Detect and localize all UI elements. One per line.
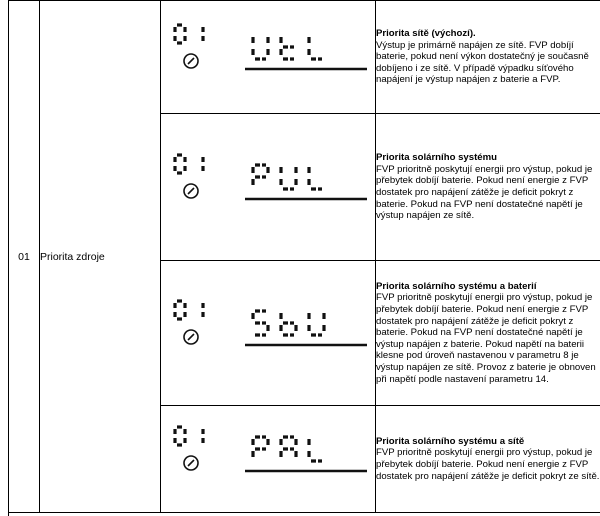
option-body: FVP prioritně poskytují energii pro výstup, pokud je přebytek dobíjí baterie. Pokud není energie z FVP dostatek pro napájení zátěže je deficit pokryt z baterie. Pokud na FVP není dostatečné napětí je výstup napájen ze sítě.: [376, 163, 593, 222]
table-continuation: [8, 512, 600, 516]
lcd-screen: [161, 406, 375, 512]
option-title: Priorita solárního systému a baterií: [376, 280, 537, 292]
lcd-value-digit: [309, 37, 322, 59]
clock-icon: [184, 330, 198, 344]
option-description: [376, 114, 600, 261]
option-description: [376, 261, 600, 406]
parameter-number: 01: [9, 1, 40, 513]
option-title: Priorita solárního systému a sítě: [376, 435, 525, 447]
option-description: [376, 406, 600, 513]
lcd-value-digit: [281, 313, 296, 335]
lcd-value-digit: [281, 167, 296, 189]
lcd-display-sbu: [161, 261, 376, 406]
table-row: [9, 1, 600, 114]
lcd-value-digit: [309, 313, 324, 335]
lcd-code-digit: [175, 25, 185, 43]
lcd-screen: [161, 114, 375, 260]
option-title: Priorita sítě (výchozí).: [376, 28, 476, 40]
clock-icon: [184, 184, 198, 198]
option-body: Výstup je primárně napájen ze sítě. FVP dobíjí baterie, pokud není výkon dostatečný je současně dobíjeno i ze sítě. V případě výpadku síťového napájení je výstup napájen z baterie a FVP.: [376, 39, 589, 86]
clock-icon: [184, 54, 198, 68]
lcd-screen: [161, 1, 375, 113]
lcd-value-digit: [281, 37, 294, 59]
lcd-value-digit: [309, 439, 322, 461]
lcd-display-pal: [161, 406, 376, 513]
option-body: FVP prioritně poskytují energii pro výstup, pokud je přebytek dobíjí baterie. Pokud není energie z FVP dostatek pro napájení zátěže je deficit pokryt ze sítě.: [376, 447, 600, 482]
lcd-value-digit: [309, 167, 322, 189]
lcd-value-digit: [253, 311, 268, 335]
lcd-code-digit: [175, 301, 185, 319]
clock-icon: [184, 456, 198, 470]
lcd-screen: [161, 261, 375, 405]
option-body: FVP prioritně poskytují energii pro výstup, pokud je přebytek dobíjí baterie. Pokud není energie z FVP dostatek pro napájení zátěže je deficit pokryt z baterie. Pokud na FVP není dostatečné napětí je výstup napájen z baterie. Pokud napětí na baterii klesne pod úroveň nastavenou v parametru 8 je výstup napájen ze sítě. Provoz z baterie je obnoven při napětí podle nastavení parametru 14.: [376, 292, 596, 385]
option-description: [376, 1, 600, 114]
lcd-value-digit: [253, 37, 268, 59]
settings-table: [8, 0, 600, 513]
lcd-value-digit: [281, 437, 296, 459]
lcd-value-digit: [253, 165, 268, 187]
lcd-display-utl: [161, 1, 376, 114]
lcd-display-pul: [161, 114, 376, 261]
parameter-name: Priorita zdroje: [40, 1, 161, 513]
option-title: Priorita solárního systému: [376, 152, 498, 164]
lcd-code-digit: [175, 427, 185, 445]
lcd-code-digit: [175, 155, 185, 173]
lcd-value-digit: [253, 437, 268, 459]
